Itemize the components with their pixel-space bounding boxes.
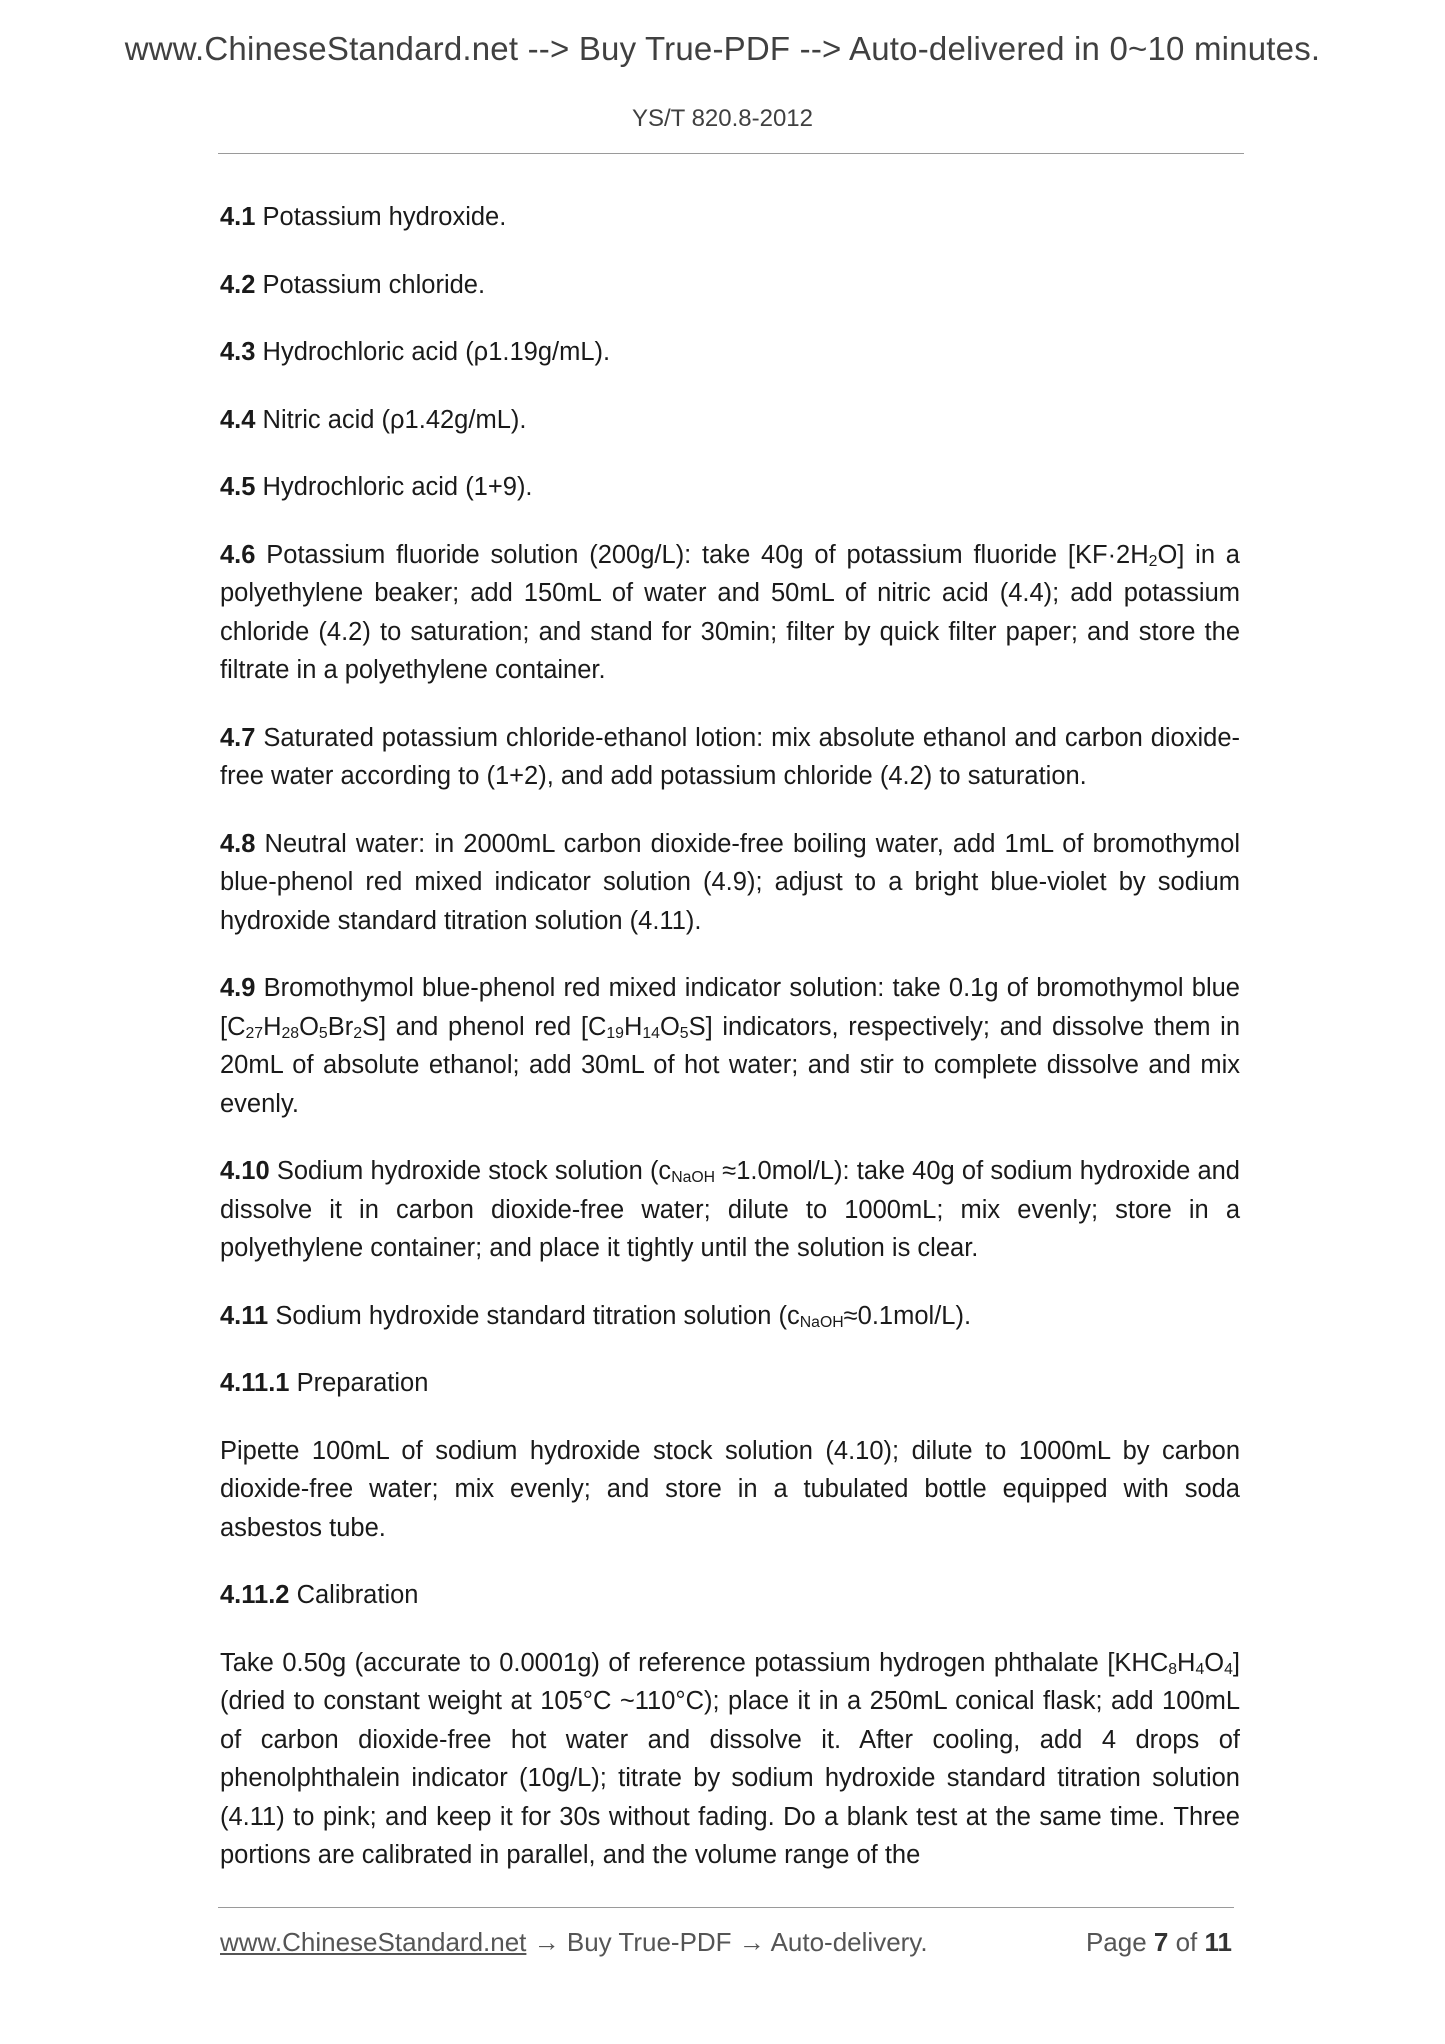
clause-number: 4.11.1 [220,1369,290,1397]
clause-text: H [263,1012,282,1041]
clause-number: 4.6 [220,540,256,569]
clause-4-8 [220,825,1240,941]
footer-site-link[interactable]: www.ChineseStandard.net [220,1927,527,1957]
clause-number: 4.9 [220,974,256,1002]
subscript: NaOH [671,1169,716,1187]
clause-text: Hydrochloric acid (1+9). [255,473,533,501]
clause-text: S] and phenol red [C [362,1012,607,1041]
clause-text: ≈1.0mol/L): take 40g of sodium hydroxide and dissolve it in carbon dioxide-free water; dilute to 1000mL; mix evenly; store in a polyethylene container; and place it tightly until the solution is clear. [220,1157,1240,1262]
clause-text: Neutral water: in 2000mL carbon dioxide-free boiling water, add 1mL of bromothymol blue-phenol red mixed indicator solution (4.9); adjust to a bright blue-violet by sodium hydroxide standard titration solution (4.11). [220,829,1240,935]
clause-4-1 [220,198,1240,237]
clause-4-9 [220,969,1240,1123]
clause-number: 4.8 [220,829,256,858]
clause-text: Saturated potassium chloride-ethanol lotion: mix absolute ethanol and carbon dioxide-free water according to (1+2), and add potassium chloride (4.2) to saturation. [220,723,1240,790]
clause-heading: Preparation [289,1369,429,1397]
clause-4-11-1 [220,1364,1240,1403]
clause-number: 4.1 [220,203,256,231]
clause-4-6 [220,536,1240,690]
clause-text: ] (dried to constant weight at 105°C ~110°C); place it in a 250mL conical flask; add 100mL of carbon dioxide-free hot water and dissolve it. After cooling, add 4 drops of phenolphthalein indicator (10g/L); titrate by sodium hydroxide standard titration solution (4.11) to pink; and keep it for 30s without fading. Do a blank test at the same time. Three portions are calibrated in parallel, and the volume range of the [220,1648,1240,1869]
clause-text: ≈0.1mol/L). [843,1301,972,1330]
subscript: 8 [1168,1660,1178,1678]
subscript: 5 [318,1024,328,1042]
preparation-paragraph: Pipette 100mL of sodium hydroxide stock solution (4.10); dilute to 1000mL by carbon dioxide-free water; mix evenly; and store in a tubulated bottle equipped with soda asbestos tube. [220,1436,1240,1542]
current-page-number: 7 [1153,1927,1169,1957]
clause-4-4 [220,401,1240,440]
clause-number: 4.5 [220,473,256,501]
clause-number: 4.10 [220,1157,270,1185]
header-divider [218,153,1244,154]
clause-number: 4.7 [220,723,256,752]
page-indicator [1086,1927,1232,1958]
subscript: 27 [245,1024,264,1042]
clause-text: Potassium chloride. [255,270,486,299]
clause-text: Hydrochloric acid (ρ1.19g/mL). [255,338,611,366]
clause-4-3 [220,333,1240,372]
page-label: Page [1085,1927,1154,1957]
clause-text: H [1177,1648,1196,1677]
clause-text: O [1204,1648,1225,1677]
clause-text: H [623,1012,643,1041]
clause-heading: Calibration [289,1581,419,1609]
clause-text: O [659,1012,680,1041]
footer-text: → Buy True-PDF → Auto-delivery. [526,1927,928,1957]
subscript: 2 [353,1024,363,1042]
subscript: 4 [1195,1660,1205,1678]
clause-text: Sodium hydroxide stock solution (c [269,1157,672,1185]
subscript: 5 [679,1024,689,1042]
clause-text: O] in a polyethylene beaker; add 150mL of water and 50mL of nitric acid (4.4); add potassium chloride (4.2) to saturation; and stand for 30min; filter by quick filter paper; and store the filtrate in a polyethylene container. [220,540,1240,684]
subscript: 4 [1224,1660,1233,1678]
clause-text: Potassium hydroxide. [255,203,507,231]
clause-4-10 [220,1152,1240,1268]
site-banner: www.ChineseStandard.net --> Buy True-PDF --> Auto-delivered in 0~10 minutes. [124,30,1321,67]
clause-4-2 [220,266,1240,305]
subscript: 28 [281,1024,300,1042]
clause-4-5 [220,468,1240,507]
of-label: of [1168,1927,1205,1957]
subscript: 14 [642,1024,660,1042]
subscript: NaOH [799,1313,844,1331]
clause-4-7 [220,719,1240,796]
clause-text: Sodium hydroxide standard titration solution (c [268,1301,800,1330]
total-page-number: 11 [1204,1927,1232,1957]
subscript: 2 [1148,552,1158,570]
clause-number: 4.11 [220,1301,269,1330]
clause-text: Bromothymol blue-phenol red mixed indicator solution: take 0.1g of bromothymol blue [C [220,974,1240,1041]
subscript: 19 [606,1024,624,1042]
clause-text: O [299,1012,319,1041]
clause-text: Potassium fluoride solution (200g/L): take 40g of potassium fluoride [KF·2H [255,540,1149,569]
standard-number: YS/T 820.8-2012 [631,105,814,132]
clause-text: Br [327,1012,354,1041]
clause-number: 4.3 [220,338,256,366]
document-body [220,198,1240,1904]
clause-4-11-2 [220,1576,1240,1615]
clause-number: 4.4 [220,405,256,434]
page-footer [220,1927,1232,1958]
clause-text: Take 0.50g (accurate to 0.0001g) of reference potassium hydrogen phthalate [KHC [220,1648,1169,1677]
clause-text: S] indicators, respectively; and dissolve them in 20mL of absolute ethanol; add 30mL of hot water; and stir to complete dissolve and mix evenly. [220,1012,1240,1118]
calibration-paragraph [220,1644,1240,1875]
clause-number: 4.2 [220,270,256,299]
clause-number: 4.11.2 [220,1581,290,1609]
clause-4-11 [220,1297,1240,1336]
footer-divider [218,1907,1234,1908]
clause-text: Nitric acid (ρ1.42g/mL). [255,405,527,434]
